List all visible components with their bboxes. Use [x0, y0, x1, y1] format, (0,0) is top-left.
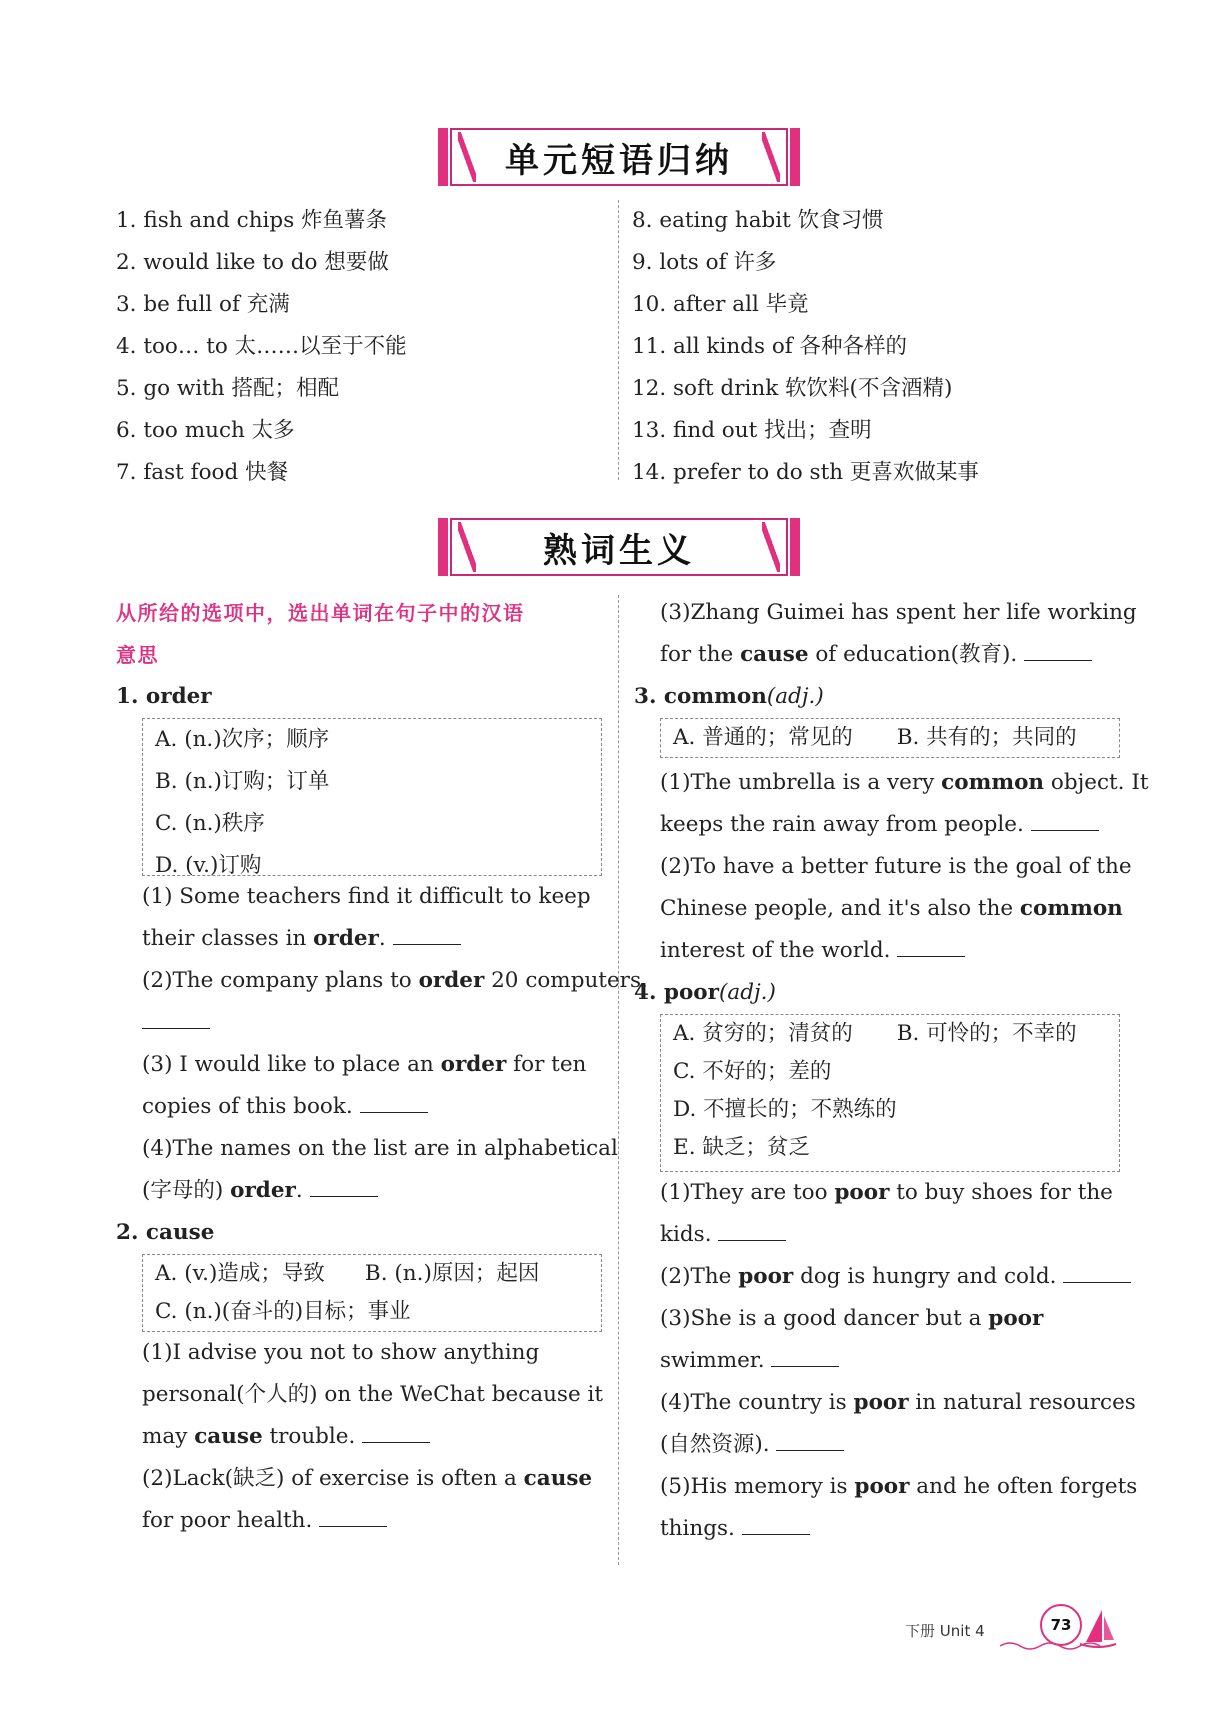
- sentences-common: [660, 762, 1149, 972]
- option: A. 贫穷的；清贫的: [673, 1021, 853, 1046]
- phrase-item: 4. too… to 太……以至于不能: [116, 334, 407, 359]
- phrase-item: 14. prefer to do sth 更喜欢做某事: [632, 460, 979, 485]
- section-title: 熟词生义: [543, 530, 695, 571]
- answer-blank[interactable]: [310, 1176, 378, 1197]
- book-label: 下册: [905, 1622, 936, 1640]
- sentence: (1)I advise you not to show anything: [142, 1340, 540, 1365]
- section-banner-phrases: [450, 128, 788, 186]
- phrase-item: 2. would like to do 想要做: [116, 250, 389, 275]
- option: A. 普通的；常见的: [673, 725, 853, 750]
- column-divider: [618, 595, 619, 1565]
- phrase-item: 13. find out 找出；查明: [632, 418, 872, 443]
- sentence: (3)Zhang Guimei has spent her life working: [660, 600, 1137, 625]
- answer-blank[interactable]: [393, 924, 461, 945]
- answer-blank[interactable]: [1063, 1262, 1131, 1283]
- option: D. (v.)订购: [155, 853, 262, 878]
- phrase-item: 6. too much 太多: [116, 418, 295, 443]
- sentences-cause: [142, 1332, 602, 1542]
- question-head-common: 3. common(adj.): [634, 684, 824, 709]
- sentence: (4)The country is poor in natural resources: [660, 1390, 1136, 1415]
- answer-blank[interactable]: [776, 1430, 844, 1451]
- sentence: (自然资源).: [660, 1424, 1120, 1466]
- answer-blank[interactable]: [1031, 810, 1099, 831]
- option: B. 共有的；共同的: [896, 725, 1077, 750]
- unit-label: Unit 4: [939, 1622, 985, 1640]
- answer-blank[interactable]: [771, 1346, 839, 1367]
- sentence: Chinese people, and it's also the common: [660, 896, 1123, 921]
- options-box-order: [142, 718, 602, 876]
- sentence: (2)To have a better future is the goal of the: [660, 854, 1132, 879]
- option: B. 可怜的；不幸的: [896, 1021, 1077, 1046]
- answer-blank[interactable]: [897, 936, 965, 957]
- phrase-item: 11. all kinds of 各种各样的: [632, 334, 908, 359]
- section-title: 单元短语归纳: [505, 140, 733, 181]
- sentence: their classes in order.: [142, 918, 602, 960]
- phrase-item: 3. be full of 充满: [116, 292, 290, 317]
- question-head-cause: 2. cause: [116, 1220, 215, 1245]
- sentences-cause-cont: [660, 592, 1137, 676]
- phrase-list-right: [632, 200, 1132, 494]
- sentence: may cause trouble.: [142, 1416, 602, 1458]
- phrase-item: 7. fast food 快餐: [116, 460, 289, 485]
- phrase-item: 8. eating habit 饮食习惯: [632, 208, 884, 233]
- options-box-cause: [142, 1254, 602, 1332]
- sentence: keeps the rain away from people.: [660, 804, 1120, 846]
- sentence: copies of this book.: [142, 1086, 602, 1128]
- answer-blank[interactable]: [360, 1092, 428, 1113]
- option: B. (n.)原因；起因: [364, 1261, 540, 1286]
- phrase-item: 10. after all 毕竟: [632, 292, 809, 317]
- answer-blank[interactable]: [718, 1220, 786, 1241]
- option: A. (v.)造成；导致: [155, 1261, 325, 1286]
- right-column: [634, 592, 1149, 1550]
- sentence: personal(个人的) on the WeChat because it: [142, 1382, 604, 1407]
- column-divider: [618, 200, 619, 480]
- phrase-list-left: [116, 200, 606, 494]
- option: A. (n.)次序；顺序: [155, 727, 330, 752]
- sentence: swimmer.: [660, 1340, 1120, 1382]
- page-number: 73: [1040, 1604, 1082, 1646]
- sentence: (1)The umbrella is a very common object. It: [660, 770, 1149, 795]
- page-footer: [905, 1620, 985, 1641]
- answer-blank[interactable]: [142, 1008, 210, 1029]
- sentence: (3)She is a good dancer but a poor: [660, 1306, 1044, 1331]
- section-banner-new-meanings: [450, 518, 788, 576]
- option: C. (n.)(奋斗的)目标；事业: [155, 1299, 411, 1324]
- sentences-order: [142, 876, 648, 1212]
- sentence: for the cause of education(教育).: [660, 634, 1120, 676]
- answer-blank[interactable]: [742, 1514, 810, 1535]
- question-head-order: 1. order: [116, 684, 212, 709]
- sentence: interest of the world.: [660, 930, 1120, 972]
- sentence: for poor health.: [142, 1500, 602, 1542]
- sentence: kids.: [660, 1214, 1120, 1256]
- options-box-poor: [660, 1014, 1120, 1172]
- phrase-item: 5. go with 搭配；相配: [116, 376, 339, 401]
- options-box-common: [660, 718, 1120, 758]
- left-column: [116, 592, 648, 1542]
- sentence: [142, 1002, 602, 1044]
- sentence: (1) Some teachers find it difficult to keep: [142, 884, 591, 909]
- sentence: (1)They are too poor to buy shoes for the: [660, 1180, 1113, 1205]
- answer-blank[interactable]: [319, 1506, 387, 1527]
- instruction: 意思: [116, 643, 159, 667]
- phrase-item: 1. fish and chips 炸鱼薯条: [116, 208, 388, 233]
- option: C. 不好的；差的: [673, 1059, 832, 1084]
- phrase-item: 12. soft drink 软饮料(不含酒精): [632, 376, 953, 401]
- question-head-poor: 4. poor(adj.): [634, 980, 776, 1005]
- answer-blank[interactable]: [362, 1422, 430, 1443]
- sentence: (2)The company plans to order 20 computers.: [142, 968, 648, 993]
- answer-blank[interactable]: [1024, 640, 1092, 661]
- option: D. 不擅长的；不熟练的: [673, 1097, 897, 1122]
- sentence: (2)Lack(缺乏) of exercise is often a cause: [142, 1466, 593, 1491]
- sentence: things.: [660, 1508, 1120, 1550]
- sentence: (3) I would like to place an order for ten: [142, 1052, 587, 1077]
- option: E. 缺乏；贫乏: [673, 1135, 810, 1160]
- sentence: (4)The names on the list are in alphabetical: [142, 1136, 618, 1161]
- option: C. (n.)秩序: [155, 811, 265, 836]
- sentence: (5)His memory is poor and he often forgets: [660, 1474, 1138, 1499]
- option: B. (n.)订购；订单: [155, 769, 330, 794]
- sentence: (2)The poor dog is hungry and cold.: [660, 1256, 1120, 1298]
- instruction: 从所给的选项中，选出单词在句子中的汉语: [116, 601, 525, 625]
- wave-decoration: [1000, 1640, 1110, 1652]
- sentences-poor: [660, 1172, 1138, 1550]
- phrase-item: 9. lots of 许多: [632, 250, 777, 275]
- sentence: (字母的) order.: [142, 1170, 602, 1212]
